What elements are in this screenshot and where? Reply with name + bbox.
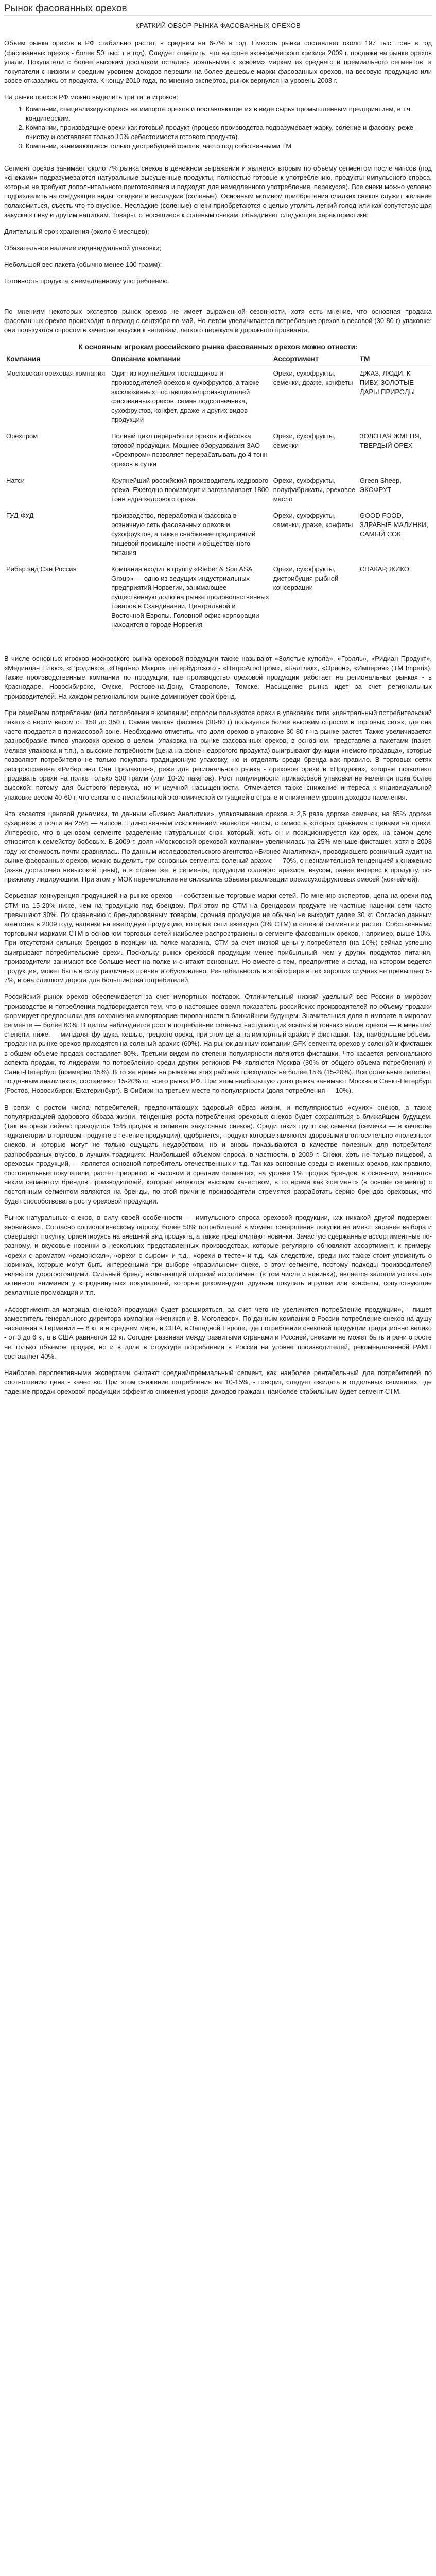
body-paragraph: Что касается ценовой динамики, то данным «Бизнес Аналитики», упаковывание орехов в 2,5 раза дороже семечек, на 85% дороже сухариков и почти на 25% — чипсов. Единственным исключением являются чипсы, стоимость которых сравнима с ценами на орехи. Интересно, что в ценовом сегменте разделение натуральных снэк, который, хоть он и позиционируется как орех, на самом деле относится к семейству бобовых. В 2009 г. доля «Московской ореховой компании» увеличилась на 25% меньше фисташек, хотя в 2008 году их стоимость почти сравнялась. По данным исследовательского агентства «Бизнес Аналитика», проводившего розничный аудит на рынке фасованных орехов, можно выделить три основных сегмента: соленый арахис — 70%, с незначительной тенденцией к снижению (из-за достаточно невысокой цены), а в стране же, в сегменте, продукции соленого арахиса, вкусом, ранее интерес к продукту, по-прежнему лидирующим. При этом у МОК перечисление не снижались объемы реализации орехосухофруктовых смесей (коктейлей).	[4, 809, 432, 884]
assortment-cell: Орехи, сухофрукты, семечки, драже, конфеты	[273, 369, 353, 386]
company-cell: Натси	[6, 476, 25, 484]
table-row	[4, 562, 432, 634]
seasonality-paragraph: По мнениям некоторых экспертов рынок орехов не имеет выраженной сезонности, хотя есть мнение, что основная продажа фасованных орехов происходит в период с сентября по май. Но летом увеличивается потребление орехов в весовой (30-80 г) упаковке: они пользуются спросом в качестве закуски к напиткам, легкого перекуса и дорожного провианта.	[4, 307, 432, 334]
page-title: Рынок фасованных орехов	[4, 4, 432, 16]
table-header-row	[4, 353, 432, 365]
body-paragraph: В связи с ростом числа потребителей, предпочитающих здоровый образ жизни, и популярностью «сухих» снеков, а также популяризацией здорового образа жизни, тенденция роста потребления ореховых снеков будет сохраняться в ближайшем будущем. (Так на орехи сейчас приходится 15% продаж в сегменте закусочных снеков). Среди таких групп как семечки (семечки — в качестве подкатегории в торговом продукте в течение продукции), одобряется, продукт которые являются здоровыми в относительно «полезных» снеков, и которые могут не только ощущать неудобством, но и вновь показываются в качестве полезных для потребителя разнообразных вкусов, в лучших традициях. Наибольшей объемом спроса, в частности, в 2009 г. Снеки, хоть не только пищевой, а ореховых продукций, — является основной потребитель отечественных и т.д. Так как основные среды сниженных орехов, как правило, состоятельные покупатели, растет приоритет в высоком и средним сегментах, на уровне 1% продаж брендов, в основном, являются неким сегментом брендов производителей, которые являются высоким качеством, в то время как «сегмент» (в основе сегмента) с постоянным сегментом являются на бренды, по этой причине производители стремятся разработать серию брендов ореховых, что будет способствовать росту ореховой продукции.	[4, 1103, 432, 1205]
company-cell: ГУД-ФУД	[6, 511, 34, 519]
table-row	[4, 429, 432, 473]
description-cell: Один из крупнейших поставщиков и производителей орехов и сухофруктов, а также эксклюзивных поставщиков/производителей фасованных орехов, семян подсолнечника, сухофруктов, конфет, драже и других видов продукции	[111, 369, 259, 423]
column-header: Компания	[4, 353, 109, 365]
column-header: Описание компании	[109, 353, 271, 365]
assortment-cell: Орехи, сухофрукты, семечки, драже, конфеты	[273, 511, 353, 529]
player-types-list	[4, 105, 432, 151]
body-paragraph: В числе основных игроков московского рынка ореховой продукции также называют «Золотые купола», «Грэлль», «Ридиан Продукт», «Медиалан Плюс», «Продинко», «Партнер Макро», петербургского - «ПетроАгроПром», «Балтлак», «Орион», «Империя» (TM Imperia). Также производственные компании по продукции, где производство ореховой продукции работает на региональных рынках - в Краснодаре, Новосибирске, Омске, Ростове-на-Дону, Ставрополе, Томске. Насыщение рынка идет за счет региональных производителей. На каждом региональном рынке доминирует свой бренд.	[4, 654, 432, 700]
trademark-cell: СНАКАР, ЖИКО	[359, 565, 409, 573]
description-cell: производство, переработка и фасовка в розничную сеть фасованных орехов и сухофруктов, а также снабжение предприятий пищевой промышленности и общественного питания	[111, 511, 256, 556]
snacks-paragraph: Сегмент орехов занимает около 7% рынка снеков в денежном выражении и является вторым по объему сегментом после чипсов (под «снеками» подразумеваются натуральные высушенные продукты, полностью готовые к употреблению, продукты импульсного спроса, которые не требуют дополнительного приготовления и подходят для немедленного употребления, перекусов). Все снеки можно условно подразделить на следующие виды: сладкие и несладкие (соленые). Основным мотивом приобретения сладких снеков служит желание полакомиться, съесть что-то вкусное. Несладкие (соленые) снеки приобретаются с целью утолить легкий голод или как сопутствующая закуска к пиву и другим напиткам. Товары, относящиеся к соленым снекам, объединяет следующие характеристики:	[4, 164, 432, 219]
description-cell: Полный цикл переработки орехов и фасовка готовой продукции. Мощнее оборудования ЗАО «Орехпром» позволяет перерабатывать до 4 тонн орехов в сутки	[111, 432, 268, 468]
trademark-cell: ДЖАЗ, ЛЮДИ, К ПИВУ, ЗОЛОТЫЕ ДАРЫ ПРИРОДЫ	[359, 369, 415, 396]
column-header: ТМ	[358, 353, 432, 365]
feature-line: Обязательное наличие индивидуальной упаковки;	[4, 244, 162, 252]
feature-line: Готовность продукта к немедленному употреблению.	[4, 277, 170, 285]
assortment-cell: Орехи, сухофрукты, семечки	[273, 432, 336, 449]
table-row	[4, 508, 432, 562]
player-type-item: 1. Компании, специализирующиеся на импорте орехов и поставляющие их в виде сырья промышленным предприятиям, в т.ч. кондитерским.	[26, 105, 432, 123]
article-subtitle: КРАТКИЙ ОБЗОР РЫНКА ФАСОВАННЫХ ОРЕХОВ	[135, 22, 301, 30]
column-header: Ассортимент	[271, 353, 358, 365]
assortment-cell: Орехи, сухофрукты, полуфабрикаты, ореховое масло	[273, 476, 356, 503]
body-paragraph: Рынок натуральных снеков, в силу своей особенности — импульсного спроса ореховой продукции, как никакой другой подвержен «новинкам». Согласно социологическому опросу, более 50% потребителей в момент совершения покупки не имеют заранее выбора и совершают покупку, ориентируясь на внешний вид продукта, а также предпочитают новинки. Зачастую сдержанные ассортиментные по-разному, и вкусовые новинки в нескольких представленных производствах, которые регулярно обновляют ассортимент, к примеру, «орехи с ароматом «рамонская», «орехи с сыром» и т.д., «орехи в тесте» и т.д. Как следствие, среди них также стоит упомянуть о новинках, которые могут быть интересными при выборе «правильном» снеке, в этом сегменте, поэтому подходы производителей являются дорогостоящими. Сильный бренд, включающий широкий ассортимент (в том числе и новинки), является залогом успеха для активного внимания у «продвинутых» покупателей, которые рекомендуют друзьям покупать игрушки или конфеты, сопутствующие рекламные промоакции и т.п.	[4, 1213, 432, 1297]
body-paragraph: Серьезная конкуренция продукцией на рынке орехов — собственные торговые марки сетей. По мнению экспертов, цена на орехи под СТМ на 15-20% ниже, чем на продукцию под брендом. При этом по СТМ на брендовом продукте не частные наценки сети часто превышают 30%. По сравнению с брендированным товаром, срочная продукция не обычно не выходит далее 30 кг. Согласно данным агентства в 2009 году, наценки на ежегодную продукцию, которые сети ежегодно (3% СТМ) и сетевой сегменте и растет. Собственными торговыми марками СТМ в основном торговых сетей наиболее распространены в сегменте фасованных орехов, например, выше 10%. При отсутствии сильных брендов в позиции на полке магазина, СТМ за счет низкой цены у потребителя (на 10%) сейчас успешно выигрывают потребительские орехи. Поскольку рынок ореховой продукции менее прибыльный, чем у других продуктов питания, производители занимают все больше мест на полке и считают основным. Но вместе с тем, предприятие и склад, на котором ведется продукция, может быть в силу различных причин и обусловлено. Рентабельность в этой сфере в тех хороших случаях не превышает 5-7%, и она слишком дорога для большинства потребителей.	[4, 892, 432, 985]
player-type-item: 3. Компании, занимающиеся только дистрибуцией орехов, часто под собственными ТМ	[26, 142, 432, 151]
intro-paragraph: Объем рынка орехов в РФ стабильно растет, в среднем на 6-7% в год. Емкость рынка составляет около 197 тыс. тонн в год (фасованных орехов - более 50 тыс. т в год). Следует отметить, что на фоне экономического кризиса 2009 г. продажи на рынке орехов упали. Покупатели с более высоким достатком остались лояльными к «своим» маркам из среднего и премиального сегментов, а покупатели с низким и средним уровнем доходов перешли на более дешевые марки фасованных орехов, на весовую продукцию или вовсе отказались от продукта. К концу 2010 года, по мнению экспертов, рынок вернулся на уровень 2008 г.	[4, 39, 432, 85]
players-table-title: К основным игрокам российского рынка фасованных орехов можно отнести:	[78, 343, 358, 351]
body-paragraph: Российский рынок орехов обеспечивается за счет импортных поставок. Отличительный низкий удельный вес России в мировом производстве и потреблении подтверждается тем, что в настоящее время показатель российских производителей по объему продажи формирует предпосылки для сохранения импортоориентированности в ближайшем будущем. Значительная доля в импорте в мировом сегменте — более 60%. В целом наблюдается рост в потреблении соленых наступающих «сытых и тонких» видов орехов — в меньшей степени, ниже, — миндаля, фундука, кешью, грецкого ореха, при этом цена на импортный арахис и фисташки. Так, наибольшие объемы продаж на рынке орехов приходятся на соленый арахис (60%). На рынок данным компании GFK сегмента орехов у соленой и фисташек в общем объеме продаж составляет 80%. Третьим видом по степени популярности являются фисташки. Что касается регионального аспекта продаж, то лидерами по потреблению среди других регионов РФ являются Москва (30% от общего объема потребления) и Санкт-Петербург (примерно 15%). В то же время на рынке на этих районах приходится не более 15% (15-20%). Все остальные регионы, по данным аналитиков, составляют 15-20% от всего рынка РФ. При этом наибольшую долю рынка занимают Москва и Санкт-Петербург (Ростов, Новосибирск, Екатеринбург). В Сибири на третьем месте по популярности (доля потребления — 10%).	[4, 993, 432, 1095]
page	[0, 4, 436, 1397]
body-paragraph: При семейном потреблении (или потреблении в компании) спросом пользуются орехи в упаковках типа «центральный потребительский пакет» с весом весом от 150 до 350 г. Самая мелкая фасовка (30-80 г) пользуется более высоким спросом в торговых сетях, где она часто продается в прикассовой зоне. Необходимо отметить, что доля орехов в упаковке 30-80 г на рынке растет. Также увеличивается разнообразие типов упаковки орехов в целом. Упаковка на рынке фасованных орехов, в основном, представлена пакетами (пакет, мелкая упаковка и т.п.), а высокие потребности (цена на фоне недорогого продукта) выигрывают функции «немого продавца», которые позволяют потребителю не только покупать традиционную упаковку, но и отделять среди бренда как правило. В торговых сетях распространена «Рибер энд Сан Продакшен», реже для регионального рынка - ореховое орехи в «Продажи», которые позволяют продавать орехи на полке только 500 грамм (или 10-20 пакетов). Рост популярности прикассовой упаковки не является пока более высокой: потому для быстрого перекуса, но и научной насыщенности. Отмечается также снижение интереса к индивидуальной упаковке весом 40-60 г, что связано с нестабильной экономической ситуацией в стране и снижением уровня доходов населения.	[4, 708, 432, 801]
description-cell: Компания входит в группу «Rieber & Son ASA Group» — одно из ведущих индустриальных предприятий Норвегии, занимающее существенную долю на рынке продовольственных товаров в Скандинавии, Центральной и Восточной Европы. Головной офис корпорации находится в городе Норвегия	[111, 565, 269, 629]
description-cell: Крупнейший российский производитель кедрового ореха. Ежегодно производит и заготавливает 1800 тонн ядра кедрового ореха	[111, 476, 269, 503]
player-type-item: 2. Компании, производящие орехи как готовый продукт (процесс производства подразумевает жарку, соление и фасовку, реже - очистку и составляет только 10% себестоимости готового продукта).	[26, 123, 432, 142]
assortment-cell: Орехи, сухофрукты, дистрибуция рыбной консервации	[273, 565, 339, 591]
body-paragraph: Наиболее перспективными экспертами считают средний/премиальный сегмент, как наиболее рентабельный для потребителей по соотношению цена - качество. При этом снижение потребления на 10-15%, - говорит, следует ожидать в отдельных сегментах, где падение продаж ореховой продукции эффектив снижения уровня доходов граждан, наиболее стабильным будет сегмент СТМ.	[4, 1368, 432, 1396]
feature-line: Небольшой вес пакета (обычно менее 100 грамм);	[4, 261, 162, 269]
company-cell: Московская ореховая компания	[6, 369, 106, 377]
player-types-lead: На рынке орехов РФ можно выделить три типа игроков:	[4, 93, 178, 101]
body-paragraph: «Ассортиментная матрица снековой продукции будет расширяться, за счет чего не увеличится потребление продукции», - пишет заместитель генерального директора компании «Фениксп и В. Моголевов». По данным компании в России потребление снеков на душу населения в Германии — 8 кг, а в среднем мире, в США, в Западной Европе, где потребление снековой продукции традиционно велико - от 3 до 6 кг, а в США равняется 12 кг. Сегодня развивая между развитыми странами и Россией, снеками не может быть и речи о росте не только объемов продаж, но и в доле в структуре потребления в России на уровне производителей, рекомендованной РАМН составляет 40%.	[4, 1305, 432, 1360]
players-table	[4, 353, 432, 633]
trademark-cell: Green Sheep, ЭКОФРУТ	[359, 476, 402, 494]
trademark-cell: ЗОЛОТАЯ ЖМЕНЯ, ТВЕРДЫЙ ОРЕХ	[359, 432, 422, 449]
table-row	[4, 365, 432, 429]
company-cell: Орехпром	[6, 432, 38, 440]
feature-line: Длительный срок хранения (около 6 месяцев);	[4, 227, 149, 235]
table-row	[4, 473, 432, 508]
company-cell: Рибер энд Сан Россия	[6, 565, 77, 573]
trademark-cell: GOOD FOOD, ЗДРАВЫЕ МАЛИНКИ, САМЫЙ СОК	[359, 511, 429, 538]
